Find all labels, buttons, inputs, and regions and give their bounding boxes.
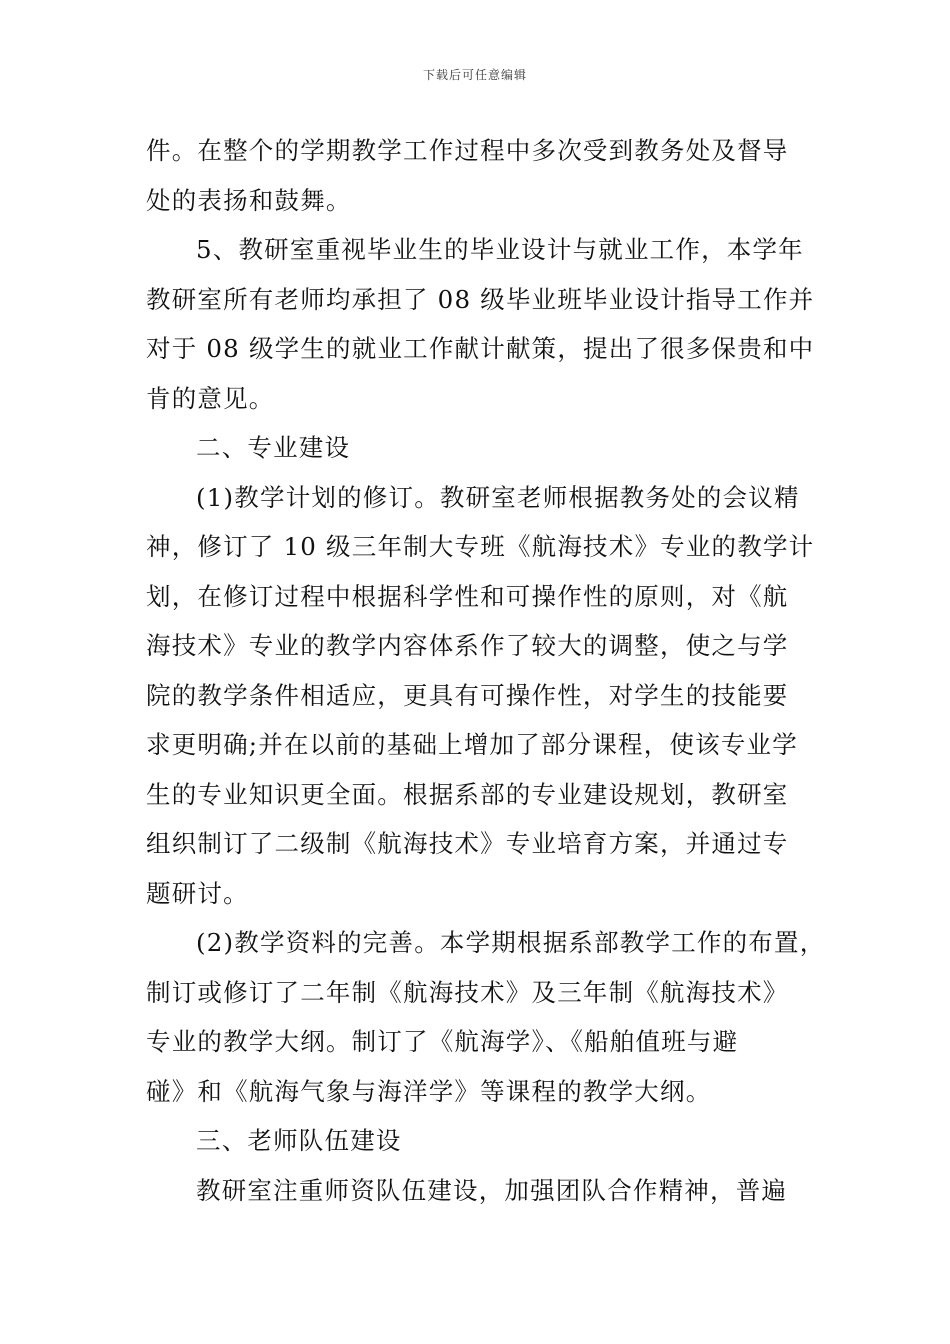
text-line: 专业的教学大纲。制订了《航海学》、《船舶值班与避 bbox=[146, 1027, 739, 1056]
text-line: 组织制订了二级制《航海技术》专业培育方案，并通过专 bbox=[146, 829, 789, 858]
text-line: 肯的意见。 bbox=[146, 383, 275, 413]
text-line: (1)教学计划的修订。教研室老师根据教务处的会议精 bbox=[196, 482, 800, 512]
section-heading: 三、老师队伍建设 bbox=[196, 1126, 402, 1155]
text-line: 制订或修订了二年制《航海技术》及三年制《航海技术》 bbox=[146, 977, 789, 1007]
text-line: 5、教研室重视毕业生的毕业设计与就业工作，本学年 bbox=[196, 235, 804, 264]
text-line: 生的专业知识更全面。根据系部的专业建设规划，教研室 bbox=[146, 779, 789, 809]
text-line: 求更明确;并在以前的基础上增加了部分课程，使该专业学 bbox=[146, 730, 798, 759]
text-line: 神，修订了 10 级三年制大专班《航海技术》专业的教学计 bbox=[146, 532, 815, 561]
text-line: 院的教学条件相适应，更具有可操作性，对学生的技能要 bbox=[146, 680, 789, 710]
text-line: (2)教学资料的完善。本学期根据系部教学工作的布置， bbox=[196, 928, 826, 957]
text-line: 教研室注重师资队伍建设，加强团队合作精神，普遍 bbox=[196, 1175, 788, 1205]
text-line: 海技术》专业的教学内容体系作了较大的调整，使之与学 bbox=[146, 631, 789, 660]
text-line: 件。在整个的学期教学工作过程中多次受到教务处及督导 bbox=[146, 136, 789, 165]
text-line: 对于 08 级学生的就业工作献计献策，提出了很多保贵和中 bbox=[146, 334, 815, 363]
text-line: 教研室所有老师均承担了 08 级毕业班毕业设计指导工作并 bbox=[146, 284, 815, 314]
document-body bbox=[146, 126, 826, 1215]
text-line: 碰》和《航海气象与海洋学》等课程的教学大纲。 bbox=[146, 1076, 712, 1106]
section-heading: 二、专业建设 bbox=[196, 433, 351, 462]
text-line: 划，在修订过程中根据科学性和可操作性的原则，对《航 bbox=[146, 581, 789, 611]
page-header: 下载后可任意编辑 bbox=[422, 68, 527, 82]
text-line: 题研讨。 bbox=[146, 878, 249, 908]
text-line: 处的表扬和鼓舞。 bbox=[146, 185, 352, 215]
